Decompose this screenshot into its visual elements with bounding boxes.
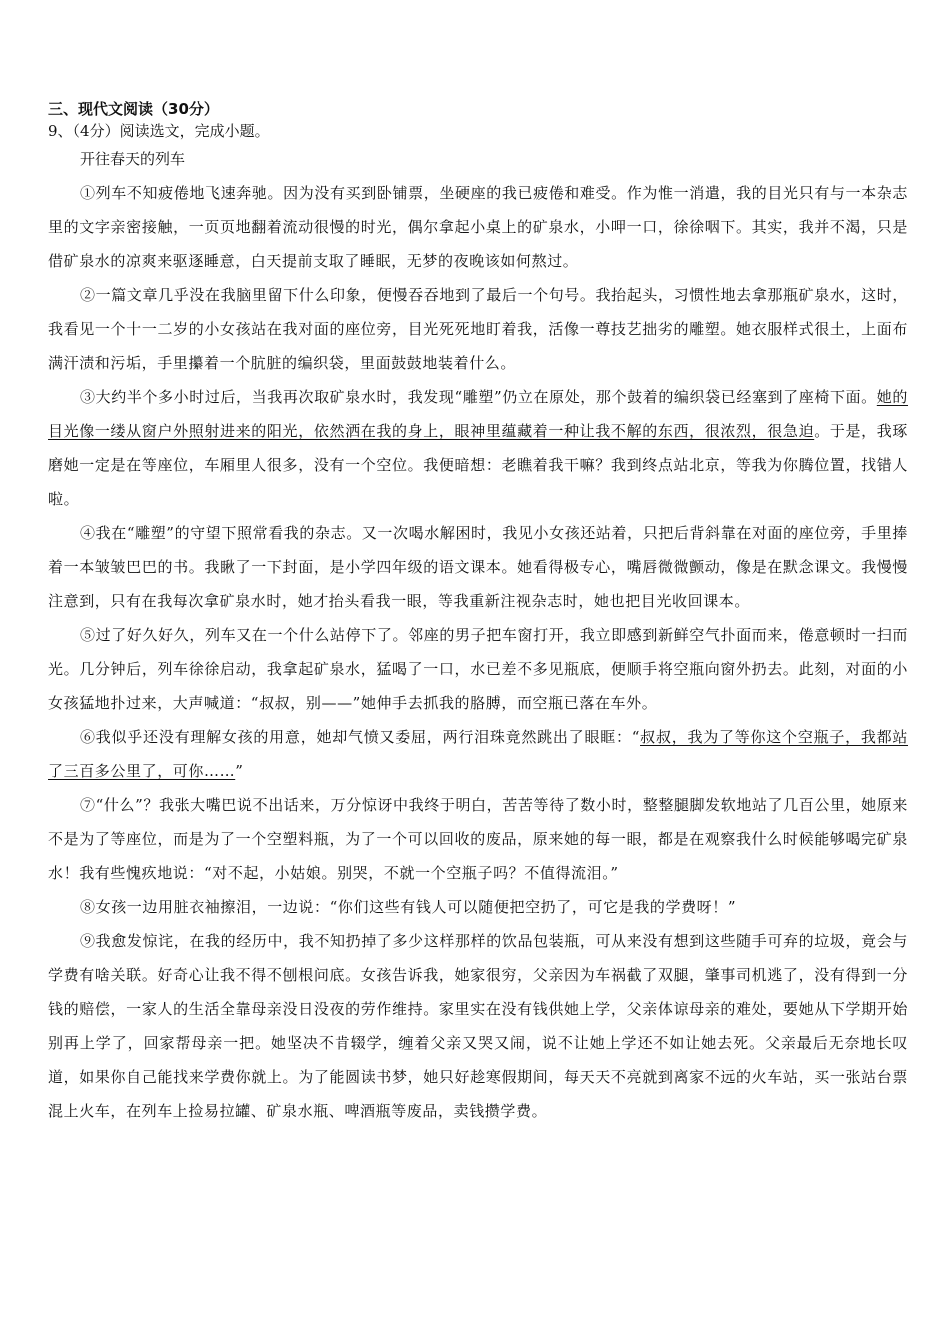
exam-page (48, 98, 908, 1128)
article-title: 开往春天的列车 (80, 150, 186, 168)
paragraph-1: ①列车不知疲倦地飞速奔驰。因为没有买到卧铺票，坐硬座的我已疲倦和难受。作为惟一消遣，我的目光只有与一本杂志里的文字亲密接触，一页页地翻着流动很慢的时光，偶尔拿起小桌上的矿泉水，小呷一口，徐徐咽下。其实，我并不渴，只是借矿泉水的凉爽来驱逐睡意，白天提前支取了睡眠，无梦的夜晚该如何熬过。 (48, 184, 908, 270)
underlined-quote: 叔叔，我为了等你这个空瓶子，我都站了三百多公里了，可你…… (48, 728, 909, 780)
underlined-sentence: 她的目光像一缕从窗户外照射进来的阳光，依然洒在我的身上，眼神里蕴藏着一种让我不解的东西，很浓烈，很急迫 (48, 388, 909, 440)
paragraph-9: ⑨我愈发惊诧，在我的经历中，我不知扔掉了多少这样那样的饮品包装瓶，可从来没有想到这些随手可弃的垃圾，竟会与学费有啥关联。好奇心让我不得不刨根问底。女孩告诉我，她家很穷，父亲因为车祸截了双腿，肇事司机逃了，没有得到一分钱的赔偿，一家人的生活全靠母亲没日没夜的劳作维持。家里实在没有钱供她上学，父亲体谅母亲的难处，要她从下学期开始别再上学了，回家帮母亲一把。她坚决不肯辍学，缠着父亲又哭又闹，说不让她上学还不如让她去死。父亲最后无奈地长叹道，如果你自己能找来学费你就上。为了能圆读书梦，她只好趁寒假期间，每天天不亮就到离家不远的火车站，买一张站台票混上火车，在列车上捡易拉罐、矿泉水瓶、啤酒瓶等废品，卖钱攒学费。 (48, 932, 908, 1120)
paragraph-6: ⑥我似乎还没有理解女孩的用意，她却气愤又委屈，两行泪珠竟然跳出了眼眶：“叔叔，我为了等你这个空瓶子，我都站了三百多公里了，可你……” (48, 728, 909, 780)
section-title: 三、现代文阅读（30分） (48, 100, 219, 118)
paragraph-8: ⑧女孩一边用脏衣袖擦泪，一边说：“你们这些有钱人可以随便把空扔了，可它是我的学费呀！” (80, 898, 737, 916)
paragraph-7: ⑦“什么”？我张大嘴巴说不出话来，万分惊讶中我终于明白，苦苦等待了数小时，整整腿脚发软地站了几百公里，她原来不是为了等座位，而是为了一个空塑料瓶，为了一个可以回收的废品，原来她的每一眼，都是在观察我什么时候能够喝完矿泉水！我有些愧疚地说：“对不起，小姑娘。别哭，不就一个空瓶子吗？不值得流泪。” (48, 796, 908, 882)
article-body (48, 176, 908, 1128)
paragraph-4: ④我在“雕塑”的守望下照常看我的杂志。又一次喝水解困时，我见小女孩还站着，只把后背斜靠在对面的座位旁，手里捧着一本皱皱巴巴的书。我瞅了一下封面，是小学四年级的语文课本。她看得极专心，嘴唇微微颤动，像是在默念课文。我慢慢注意到，只有在我每次拿矿泉水时，她才抬头看我一眼，等我重新注视杂志时，她也把目光收回课本。 (48, 524, 908, 610)
paragraph-2: ②一篇文章几乎没在我脑里留下什么印象，便慢吞吞地到了最后一个句号。我抬起头，习惯性地去拿那瓶矿泉水，这时，我看见一个十一二岁的小女孩站在我对面的座位旁，目光死死地盯着我，活像一尊技艺拙劣的雕塑。她衣服样式很土，上面布满汗渍和污垢，手里攥着一个肮脏的编织袋，里面鼓鼓地装着什么。 (48, 286, 908, 372)
paragraph-5: ⑤过了好久好久，列车又在一个什么站停下了。邻座的男子把车窗打开，我立即感到新鲜空气扑面而来，倦意顿时一扫而光。几分钟后，列车徐徐启动，我拿起矿泉水，猛喝了一口，水已差不多见瓶底，便顺手将空瓶向窗外扔去。此刻，对面的小女孩猛地扑过来，大声喊道：“叔叔，别——”她伸手去抓我的胳膊，而空瓶已落在车外。 (48, 626, 908, 712)
paragraph-3: ③大约半个多小时过后，当我再次取矿泉水时，我发现“雕塑”仍立在原处，那个鼓着的编织袋已经塞到了座椅下面。她的目光像一缕从窗户外照射进来的阳光，依然洒在我的身上，眼神里蕴藏着一种让我不解的东西，很浓烈，很急迫。于是，我琢磨她一定是在等座位，车厢里人很多，没有一个空位。我便暗想：老瞧着我干嘛？我到终点站北京，等我为你腾位置，找错人啦。 (48, 388, 909, 508)
question-prompt: 9、（4分）阅读选文，完成小题。 (48, 122, 270, 140)
